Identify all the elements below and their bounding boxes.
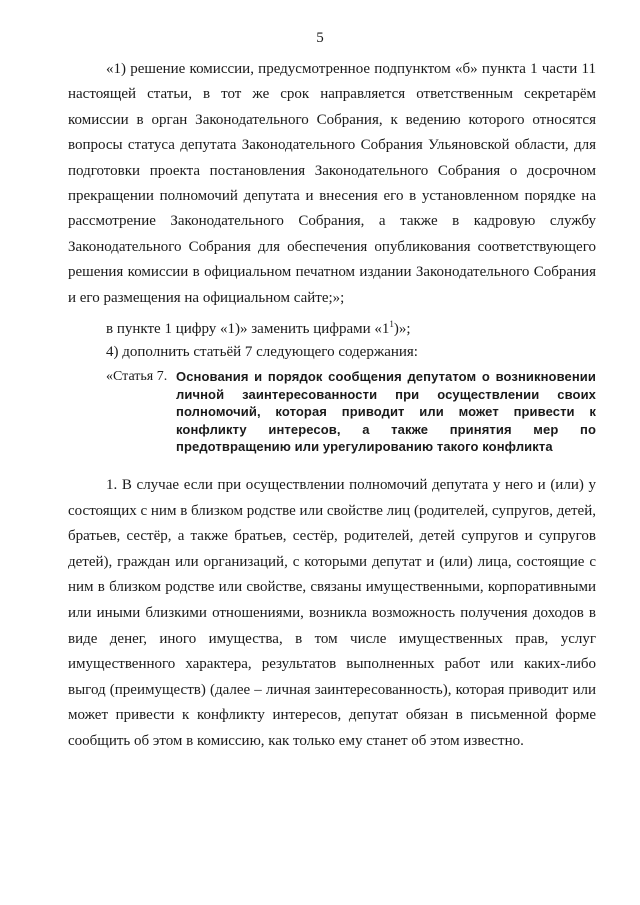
superscript-one: 1 — [389, 319, 394, 329]
amendment-replace-text: в пункте 1 цифру «1)» заменить цифрами «1 — [106, 321, 390, 337]
amendment-replace-digit — [106, 319, 411, 339]
article-label: «Статья 7. — [106, 369, 168, 384]
article-title: Основания и порядок сообщения депутатом о возникновении личной заинтересованности при осуществлении своих полномочий, которая приводит или может привести к конфликту интересов, а также принятия мер по предотвращению или урегулированию такого конфликта — [176, 369, 596, 454]
amendment-replace-tail: )»; — [393, 321, 411, 337]
page-number: 5 — [316, 30, 324, 46]
paragraph-article-7-clause-1: 1. В случае если при осуществлении полномочий депутата у него и (или) у состоящих с ним в близком родстве или свойстве лиц (родителей, супругов, детей, братьев, сестёр, а также братьев, сестёр, родителей, детей супругов и супругов детей), граждан или организаций, с которыми депутат и (или) лица, состоящие с ним в близком родстве или свойстве, связаны имущественными, корпоративными или иными близкими отношениями, возникла возможность получения доходов в виде денег, иного имущества, в том числе имущественных прав, услуг имущественного характера, результатов выполненных работ или каких-либо выгод (преимуществ) (далее – личная заинтересованность), которая приводит или может привести к конфликту интересов, депутат обязан в письменной форме сообщить об этом в комиссию, как только ему станет об этом известно. — [68, 477, 596, 749]
amendment-add-article: 4) дополнить статьёй 7 следующего содержания: — [106, 344, 418, 360]
paragraph-decision-commission: «1) решение комиссии, предусмотренное подпунктом «б» пункта 1 части 11 настоящей статьи, в тот же срок направляется ответственным секретарём комиссии в орган Законодательного Собрания, к ведению которого относятся вопросы статуса депутата Законодательного Собрания Ульяновской области, для подготовки проекта постановления Законодательного Собрания о досрочном прекращении полномочий депутата и внесения его в установленном порядке на рассмотрение Законодательного Собрания, а также в кадровую службу Законодательного Собрания для обеспечения опубликования соответствующего решения комиссии в официальном печатном издании Законодательного Собрания и его размещения на официальном сайте;»; — [68, 61, 596, 306]
